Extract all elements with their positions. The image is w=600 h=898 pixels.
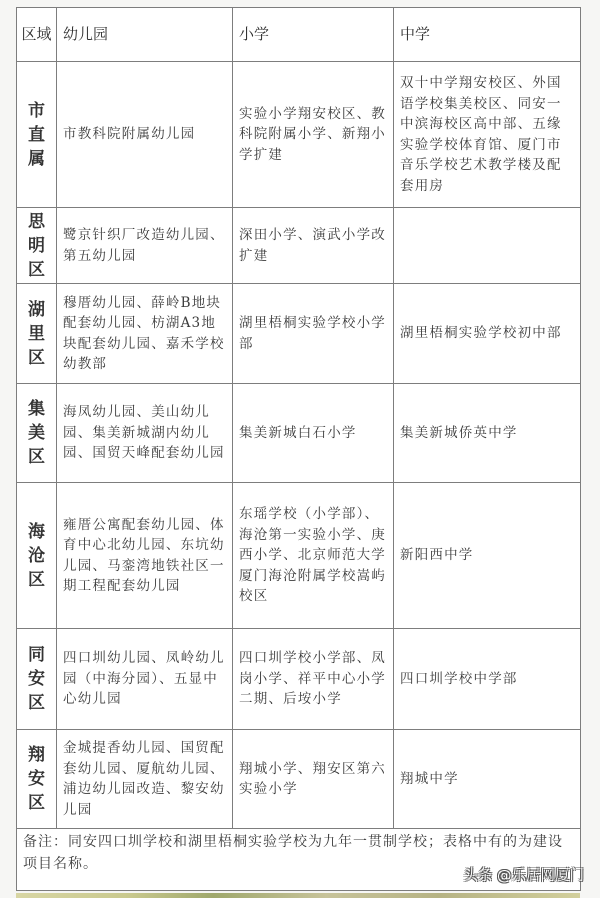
region-cell: 思明区 xyxy=(17,208,57,284)
secondary-cell: 湖里梧桐实验学校初中部 xyxy=(394,284,581,384)
table-row xyxy=(17,384,581,483)
secondary-cell: 新阳西中学 xyxy=(394,483,581,629)
secondary-cell: 双十中学翔安校区、外国语学校集美校区、同安一中滨海校区高中部、五缘实验学校体育馆、厦门市音乐学校艺术教学楼及配套用房 xyxy=(394,62,581,208)
region-cell: 翔安区 xyxy=(17,730,57,829)
region-cell: 集美区 xyxy=(17,384,57,483)
kindergarten-cell: 穆厝幼儿园、薛岭B地块配套幼儿园、枋湖A3地块配套幼儿园、嘉禾学校幼教部 xyxy=(57,284,233,384)
table-row xyxy=(17,483,581,629)
table-note: 备注：同安四口圳学校和湖里梧桐实验学校为九年一贯制学校；表格中有的为建设项目名称。 xyxy=(17,829,581,891)
kindergarten-cell: 海凤幼儿园、美山幼儿园、集美新城湖内幼儿园、国贸天峰配套幼儿园 xyxy=(57,384,233,483)
next-image-strip xyxy=(16,893,580,898)
header-region: 区域 xyxy=(17,8,57,62)
primary-cell: 翔城小学、翔安区第六实验小学 xyxy=(233,730,394,829)
header-primary: 小学 xyxy=(233,8,394,62)
watermark: 头条 @乐居网厦门 xyxy=(463,868,584,884)
table-row xyxy=(17,62,581,208)
kindergarten-cell: 雍厝公寓配套幼儿园、体育中心北幼儿园、东坑幼儿园、马銮湾地铁社区一期工程配套幼儿园 xyxy=(57,483,233,629)
schools-table xyxy=(16,7,581,891)
header-row xyxy=(17,8,581,62)
primary-cell: 深田小学、演武小学改扩建 xyxy=(233,208,394,284)
primary-cell: 四口圳学校小学部、凤岗小学、祥平中心小学二期、后垵小学 xyxy=(233,629,394,730)
region-cell: 同安区 xyxy=(17,629,57,730)
header-secondary: 中学 xyxy=(394,8,581,62)
kindergarten-cell: 市教科院附属幼儿园 xyxy=(57,62,233,208)
kindergarten-cell: 四口圳幼儿园、凤岭幼儿园（中海分园）、五显中心幼儿园 xyxy=(57,629,233,730)
primary-cell: 湖里梧桐实验学校小学部 xyxy=(233,284,394,384)
secondary-cell: 四口圳学校中学部 xyxy=(394,629,581,730)
primary-cell: 东瑶学校（小学部）、海沧第一实验小学、庚西小学、北京师范大学厦门海沧附属学校嵩屿校区 xyxy=(233,483,394,629)
secondary-cell: 集美新城侨英中学 xyxy=(394,384,581,483)
table-row xyxy=(17,730,581,829)
region-cell: 海沧区 xyxy=(17,483,57,629)
region-cell: 市直属 xyxy=(17,62,57,208)
secondary-cell xyxy=(394,208,581,284)
table-row xyxy=(17,629,581,730)
kindergarten-cell: 金城提香幼儿园、国贸配套幼儿园、厦航幼儿园、浦边幼儿园改造、黎安幼儿园 xyxy=(57,730,233,829)
primary-cell: 集美新城白石小学 xyxy=(233,384,394,483)
table-row xyxy=(17,284,581,384)
region-cell: 湖里区 xyxy=(17,284,57,384)
table-row xyxy=(17,208,581,284)
kindergarten-cell: 鹭京针织厂改造幼儿园、第五幼儿园 xyxy=(57,208,233,284)
header-kindergarten: 幼儿园 xyxy=(57,8,233,62)
primary-cell: 实验小学翔安校区、教科院附属小学、新翔小学扩建 xyxy=(233,62,394,208)
secondary-cell: 翔城中学 xyxy=(394,730,581,829)
